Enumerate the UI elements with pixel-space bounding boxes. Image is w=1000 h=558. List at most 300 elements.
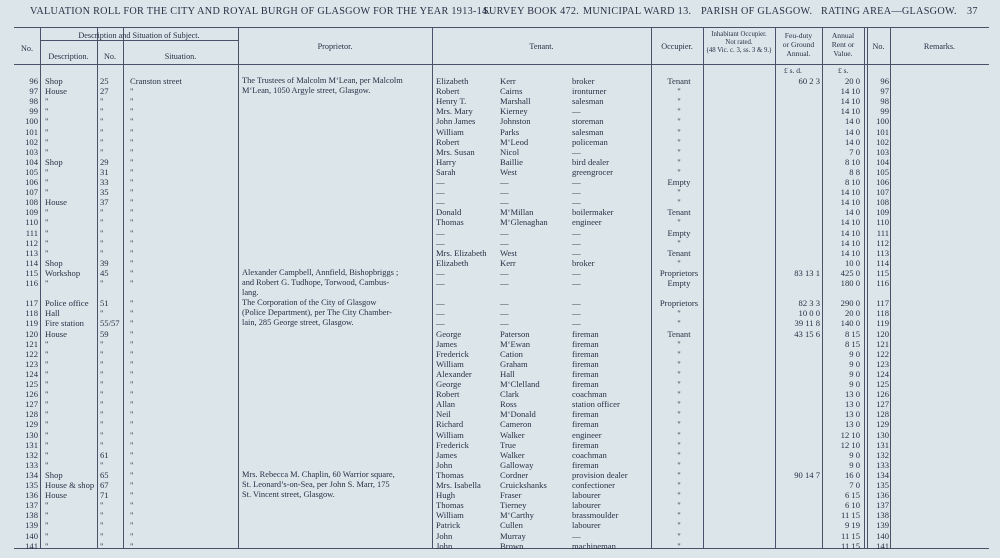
entry-annual-rent: 13 0 xyxy=(844,409,860,420)
entry-number-right: 120 xyxy=(876,328,889,339)
entry-number: 119 xyxy=(25,318,38,329)
entry-occupier: " xyxy=(677,459,681,470)
entry-description: " xyxy=(45,348,49,359)
col-header-inhabitant xyxy=(703,31,775,55)
entry-number-right: 121 xyxy=(876,338,889,349)
entry-situation: " xyxy=(130,166,134,177)
entry-number: 137 xyxy=(25,500,38,511)
entry-street-number: 51 xyxy=(100,298,109,309)
entry-situation: " xyxy=(130,267,134,278)
col-header-tenant: Tenant. xyxy=(529,42,554,51)
tenant-occupation: provision dealer xyxy=(572,469,628,480)
tenant-occupation: — xyxy=(572,187,581,198)
entry-situation: " xyxy=(130,106,134,117)
entry-street-number: 37 xyxy=(100,197,109,208)
entry-annual-rent: 11 15 xyxy=(840,510,860,521)
entry-situation: " xyxy=(130,207,134,218)
rent-line-3: Value. xyxy=(833,49,853,58)
entry-street-number: " xyxy=(100,520,104,531)
tenant-occupation: — xyxy=(572,146,581,157)
tenant-occupation: fireman xyxy=(572,358,599,369)
entry-description: House xyxy=(45,328,67,339)
tenant-occupation: storeman xyxy=(572,116,604,127)
entry-situation: " xyxy=(130,136,134,147)
entry-description: " xyxy=(45,187,49,198)
entry-situation: " xyxy=(130,540,134,551)
tenant-occupation: machineman xyxy=(572,540,616,551)
entry-feu-duty: 82 3 3 xyxy=(798,298,820,309)
entry-number-right: 108 xyxy=(876,197,889,208)
entry-situation: " xyxy=(130,328,134,339)
entry-situation: " xyxy=(130,247,134,258)
entry-number: 102 xyxy=(25,136,38,147)
col-header-annual-rent xyxy=(822,31,864,58)
tenant-first-name: Thomas xyxy=(436,469,464,480)
entry-occupier: " xyxy=(677,106,681,117)
entry-description: " xyxy=(45,358,49,369)
tenant-occupation: — xyxy=(572,530,581,541)
entry-description: " xyxy=(45,136,49,147)
entry-street-number: 25 xyxy=(100,76,109,86)
entry-occupier: " xyxy=(677,368,681,379)
tenant-surname: Kerr xyxy=(500,76,516,86)
entry-street-number: " xyxy=(100,409,104,420)
inhabitant-line-1: Inhabitant Occupier. xyxy=(711,31,767,38)
tenant-first-name: George xyxy=(436,379,462,389)
entry-number: 138 xyxy=(25,510,38,521)
entry-occupier: " xyxy=(677,197,681,208)
tenant-occupation: — xyxy=(572,278,581,288)
proprietor-line: St. Vincent street, Glasgow. xyxy=(242,490,335,500)
tenant-first-name: Neil xyxy=(436,409,451,420)
entry-description: " xyxy=(45,177,49,187)
tenant-occupation: — xyxy=(572,318,581,329)
entry-situation: " xyxy=(130,469,134,480)
tenant-first-name: Patrick xyxy=(436,520,461,531)
survey-book: SURVEY BOOK 472. xyxy=(483,6,580,17)
entry-street-number: 33 xyxy=(100,177,109,187)
entry-occupier: " xyxy=(677,520,681,531)
entry-street-number: " xyxy=(100,237,104,248)
entry-description: Fire station xyxy=(45,318,84,329)
entry-situation: " xyxy=(130,500,134,511)
entry-occupier: " xyxy=(677,338,681,349)
entry-occupier: " xyxy=(677,187,681,198)
tenant-occupation: fireman xyxy=(572,409,599,420)
entry-description: " xyxy=(45,500,49,511)
tenant-occupation: ironturner xyxy=(572,86,607,97)
entry-number-right: 124 xyxy=(876,368,889,379)
entry-number: 110 xyxy=(25,217,38,228)
entry-number: 136 xyxy=(25,490,38,501)
entry-street-number: " xyxy=(100,308,104,319)
tenant-surname: — xyxy=(500,298,509,309)
entry-annual-rent: 180 0 xyxy=(840,278,860,288)
tenant-occupation: — xyxy=(572,227,581,238)
entry-occupier: " xyxy=(677,530,681,541)
tenant-surname: West xyxy=(500,166,517,177)
entry-number-right: 109 xyxy=(876,207,889,218)
entry-number: 106 xyxy=(25,177,38,187)
entry-situation: " xyxy=(130,308,134,319)
entry-number-right: 110 xyxy=(876,217,889,228)
entry-number: 141 xyxy=(25,540,38,551)
entry-number: 118 xyxy=(25,308,38,319)
entry-occupier: " xyxy=(677,469,681,480)
entry-occupier: " xyxy=(677,217,681,228)
entry-description: " xyxy=(45,419,49,430)
entry-description: " xyxy=(45,520,49,531)
entry-number-right: 126 xyxy=(876,389,889,400)
tenant-occupation: bird dealer xyxy=(572,156,609,167)
tenant-surname: Cairns xyxy=(500,86,523,97)
entry-number: 140 xyxy=(25,530,38,541)
tenant-surname: Ross xyxy=(500,399,517,410)
tenant-first-name: — xyxy=(436,308,445,319)
tenant-surname: Johnston xyxy=(500,116,531,127)
tenant-first-name: Mrs. Isabella xyxy=(436,480,481,490)
tenant-surname: Galloway xyxy=(500,459,534,470)
entry-description: " xyxy=(45,146,49,157)
tenant-surname: — xyxy=(500,197,509,208)
tenant-surname: Murray xyxy=(500,530,526,541)
entry-street-number: " xyxy=(100,348,104,359)
tenant-surname: Nicol xyxy=(500,146,520,157)
entry-number-right: 98 xyxy=(880,96,889,107)
tenant-occupation: boilermaker xyxy=(572,207,614,218)
entry-description: " xyxy=(45,278,49,288)
tenant-surname: West xyxy=(500,247,517,258)
proprietor-line: St. Leonard’s-on-Sea, per John S. Marr, 175 xyxy=(242,480,390,489)
tenant-surname: Kerr xyxy=(500,257,516,268)
tenant-surname: — xyxy=(500,177,509,187)
entry-street-number: 29 xyxy=(100,156,109,167)
entry-occupier: Tenant xyxy=(667,207,691,218)
entry-description: " xyxy=(45,96,49,107)
entry-feu-duty: 60 2 3 xyxy=(798,76,820,86)
entry-number-right: 123 xyxy=(876,358,889,369)
entry-street-number: 39 xyxy=(100,257,109,268)
tenant-first-name: — xyxy=(436,298,445,309)
entry-annual-rent: 14 10 xyxy=(840,106,860,117)
entry-description: House xyxy=(45,197,67,208)
entry-occupier: Tenant xyxy=(667,247,691,258)
entry-number-right: 128 xyxy=(876,409,889,420)
entry-number-right: 138 xyxy=(876,510,889,521)
entry-street-number: 71 xyxy=(100,490,109,501)
col-rule xyxy=(40,27,41,548)
entry-number-right: 101 xyxy=(876,126,889,137)
entry-situation: " xyxy=(130,480,134,490)
entry-number-right: 97 xyxy=(880,86,889,97)
entry-number-right: 107 xyxy=(876,187,889,198)
col-header-feu-duty xyxy=(775,31,822,58)
entry-description: House & shop xyxy=(45,480,95,490)
entry-number-right: 106 xyxy=(876,177,889,187)
entry-description: " xyxy=(45,247,49,258)
tenant-surname: Clark xyxy=(500,389,520,400)
entry-number: 132 xyxy=(25,449,38,460)
entry-number: 101 xyxy=(25,126,38,137)
entry-description: " xyxy=(45,439,49,450)
tenant-surname: Baillie xyxy=(500,156,523,167)
entry-situation: " xyxy=(130,459,134,470)
entry-street-number: 45 xyxy=(100,267,109,278)
entry-street-number: " xyxy=(100,439,104,450)
entry-feu-duty: 83 13 1 xyxy=(794,267,820,278)
entry-number-right: 135 xyxy=(876,480,889,490)
tenant-surname: M‘Leod xyxy=(500,136,529,147)
entry-street-number: " xyxy=(100,429,104,440)
entry-description: Police office xyxy=(45,298,89,309)
entry-occupier: " xyxy=(677,257,681,268)
entry-occupier: " xyxy=(677,237,681,248)
tenant-occupation: — xyxy=(572,197,581,208)
entry-occupier: " xyxy=(677,86,681,97)
entry-number-right: 131 xyxy=(876,439,889,450)
entry-number: 109 xyxy=(25,207,38,218)
tenant-surname: M‘Glenaghan xyxy=(500,217,548,228)
entry-situation: " xyxy=(130,419,134,430)
tenant-first-name: Robert xyxy=(436,86,460,97)
entry-number-right: 141 xyxy=(876,540,889,551)
entry-situation: " xyxy=(130,237,134,248)
entry-number-right: 130 xyxy=(876,429,889,440)
entry-number: 131 xyxy=(25,439,38,450)
tenant-first-name: James xyxy=(436,338,458,349)
entry-street-number: " xyxy=(100,379,104,389)
col-header-no-right: No. xyxy=(872,42,885,51)
entry-number: 111 xyxy=(25,227,38,238)
tenant-first-name: John James xyxy=(436,116,476,127)
feu-line-1: Feu-duty xyxy=(784,31,813,40)
entry-street-number: " xyxy=(100,96,104,107)
tenant-surname: — xyxy=(500,187,509,198)
tenant-occupation: salesman xyxy=(572,126,604,137)
entry-street-number: " xyxy=(100,126,104,137)
entry-annual-rent: 14 0 xyxy=(844,136,860,147)
tenant-surname: True xyxy=(500,439,516,450)
entry-situation: " xyxy=(130,156,134,167)
entry-number: 98 xyxy=(29,96,38,107)
tenant-first-name: — xyxy=(436,177,445,187)
tenant-occupation: confectioner xyxy=(572,480,615,490)
entry-annual-rent: 12 10 xyxy=(840,429,860,440)
entry-annual-rent: 20 0 xyxy=(844,76,860,86)
col-header-description-group: Description and Situation of Subject. xyxy=(78,31,200,40)
entry-description: " xyxy=(45,540,49,551)
entry-situation: " xyxy=(130,530,134,541)
entry-situation: " xyxy=(130,298,134,309)
entry-street-number: " xyxy=(100,227,104,238)
tenant-surname: Walker xyxy=(500,429,525,440)
tenant-occupation: — xyxy=(572,267,581,278)
entry-annual-rent: 9 0 xyxy=(849,358,860,369)
entry-street-number: " xyxy=(100,530,104,541)
entry-situation: " xyxy=(130,409,134,420)
entry-description: Workshop xyxy=(45,267,81,278)
tenant-surname: — xyxy=(500,227,509,238)
entry-number-right: 103 xyxy=(876,146,889,157)
tenant-first-name: Elizabeth xyxy=(436,76,469,86)
inhabitant-line-2: Not rated. xyxy=(725,39,753,46)
entry-street-number: " xyxy=(100,540,104,551)
tenant-first-name: — xyxy=(436,187,445,198)
entry-street-number: 65 xyxy=(100,469,109,480)
entry-number: 125 xyxy=(25,379,38,389)
tenant-occupation: — xyxy=(572,177,581,187)
entry-annual-rent: 8 10 xyxy=(844,177,860,187)
entry-situation: " xyxy=(130,257,134,268)
tenant-first-name: John xyxy=(436,540,453,551)
col-rule xyxy=(651,27,652,548)
entry-annual-rent: 11 15 xyxy=(840,530,860,541)
tenant-first-name: — xyxy=(436,237,445,248)
entry-street-number: 31 xyxy=(100,166,109,177)
entry-number-right: 133 xyxy=(876,459,889,470)
tenant-surname: Paterson xyxy=(500,328,530,339)
entry-number-right: 99 xyxy=(880,106,889,117)
rent-line-2: Rent or xyxy=(831,40,855,49)
tenant-surname: Marshall xyxy=(500,96,531,107)
tenant-surname: M‘Carthy xyxy=(500,510,534,521)
tenant-first-name: John xyxy=(436,530,453,541)
entry-description: Hall xyxy=(45,308,60,319)
tenant-first-name: Robert xyxy=(436,136,460,147)
entry-annual-rent: 9 19 xyxy=(844,520,860,531)
tenant-first-name: — xyxy=(436,278,445,288)
tenant-surname: Cordner xyxy=(500,469,529,480)
proprietor-line: lain, 285 George street, Glasgow. xyxy=(242,318,354,328)
entry-feu-duty: 43 15 6 xyxy=(794,328,820,339)
entry-annual-rent: 14 10 xyxy=(840,96,860,107)
entry-description: " xyxy=(45,166,49,177)
entry-number-right: 119 xyxy=(876,318,889,329)
entry-situation: " xyxy=(130,278,134,288)
entry-number-right: 104 xyxy=(876,156,889,167)
entry-situation: " xyxy=(130,520,134,531)
entry-annual-rent: 13 0 xyxy=(844,399,860,410)
entry-description: " xyxy=(45,409,49,420)
tenant-first-name: Alexander xyxy=(436,368,472,379)
entry-situation: " xyxy=(130,86,134,97)
entry-occupier: " xyxy=(677,490,681,501)
entry-number: 97 xyxy=(29,86,38,97)
tenant-first-name: Frederick xyxy=(436,439,469,450)
tenant-occupation: fireman xyxy=(572,439,599,450)
entry-description: " xyxy=(45,449,49,460)
entry-situation: " xyxy=(130,227,134,238)
entry-situation: " xyxy=(130,318,134,329)
entry-situation: " xyxy=(130,217,134,228)
entry-occupier: " xyxy=(677,399,681,410)
entry-description: " xyxy=(45,510,49,521)
col-rule xyxy=(864,27,865,548)
tenant-occupation: — xyxy=(572,106,581,117)
entry-number-right: 112 xyxy=(876,237,889,248)
entry-number: 120 xyxy=(25,328,38,339)
entry-situation: " xyxy=(130,116,134,127)
entry-annual-rent: 140 0 xyxy=(840,318,860,329)
entry-description: " xyxy=(45,530,49,541)
entry-occupier: " xyxy=(677,156,681,167)
entry-situation: " xyxy=(130,177,134,187)
entry-number-right: 127 xyxy=(876,399,889,410)
entry-situation: " xyxy=(130,96,134,107)
entry-annual-rent: 14 10 xyxy=(840,217,860,228)
entry-occupier: " xyxy=(677,510,681,521)
entry-street-number: " xyxy=(100,358,104,369)
col-rule xyxy=(432,27,433,548)
entry-description: " xyxy=(45,459,49,470)
entry-description: " xyxy=(45,106,49,117)
tenant-occupation: broker xyxy=(572,257,595,268)
entry-situation: Cranston street xyxy=(130,76,182,86)
entry-annual-rent: 9 0 xyxy=(849,368,860,379)
entry-number: 129 xyxy=(25,419,38,430)
entry-feu-duty: 90 14 7 xyxy=(794,469,820,480)
tenant-first-name: Mrs. Elizabeth xyxy=(436,247,487,258)
entry-annual-rent: 14 0 xyxy=(844,116,860,127)
entry-situation: " xyxy=(130,368,134,379)
tenant-surname: — xyxy=(500,318,509,329)
proprietor-line: The Corporation of the City of Glasgow xyxy=(242,298,377,308)
entry-street-number: " xyxy=(100,399,104,410)
entry-situation: " xyxy=(130,439,134,450)
tenant-first-name: — xyxy=(436,197,445,208)
entry-occupier: " xyxy=(677,146,681,157)
entry-number-right: 116 xyxy=(876,278,889,288)
entry-number-right: 115 xyxy=(876,267,889,278)
tenant-occupation: — xyxy=(572,308,581,319)
entry-annual-rent: 14 10 xyxy=(840,247,860,258)
tenant-occupation: — xyxy=(572,247,581,258)
entry-occupier: " xyxy=(677,136,681,147)
entry-number: 116 xyxy=(25,278,38,288)
entry-number-right: 125 xyxy=(876,379,889,389)
proprietor-line: Mrs. Rebecca M. Chaplin, 60 Warrior square, xyxy=(242,469,395,479)
entry-annual-rent: 425 0 xyxy=(840,267,860,278)
tenant-surname: M‘Donald xyxy=(500,409,536,420)
tenant-first-name: John xyxy=(436,459,453,470)
tenant-first-name: Allan xyxy=(436,399,456,410)
tenant-first-name: Frederick xyxy=(436,348,469,359)
entry-street-number: 55/57 xyxy=(100,318,120,329)
header-rule xyxy=(40,40,238,41)
tenant-first-name: James xyxy=(436,449,458,460)
tenant-occupation: fireman xyxy=(572,338,599,349)
entry-annual-rent: 14 10 xyxy=(840,197,860,208)
entry-situation: " xyxy=(130,187,134,198)
tenant-occupation: coachman xyxy=(572,449,607,460)
entry-number: 114 xyxy=(25,257,38,268)
entry-number-right: 118 xyxy=(876,308,889,319)
entry-number: 100 xyxy=(25,116,38,127)
tenant-surname: — xyxy=(500,308,509,319)
entry-situation: " xyxy=(130,379,134,389)
entry-description: " xyxy=(45,379,49,389)
entry-number-right: 111 xyxy=(876,227,889,238)
tenant-surname: M‘Millan xyxy=(500,207,534,218)
entry-number-right: 140 xyxy=(876,530,889,541)
entry-street-number: 67 xyxy=(100,480,109,490)
col-header-situation: Situation. xyxy=(164,52,197,61)
tenant-first-name: William xyxy=(436,126,464,137)
entry-number: 133 xyxy=(25,459,38,470)
entry-description: " xyxy=(45,217,49,228)
entry-occupier: " xyxy=(677,449,681,460)
entry-annual-rent: 14 0 xyxy=(844,207,860,218)
